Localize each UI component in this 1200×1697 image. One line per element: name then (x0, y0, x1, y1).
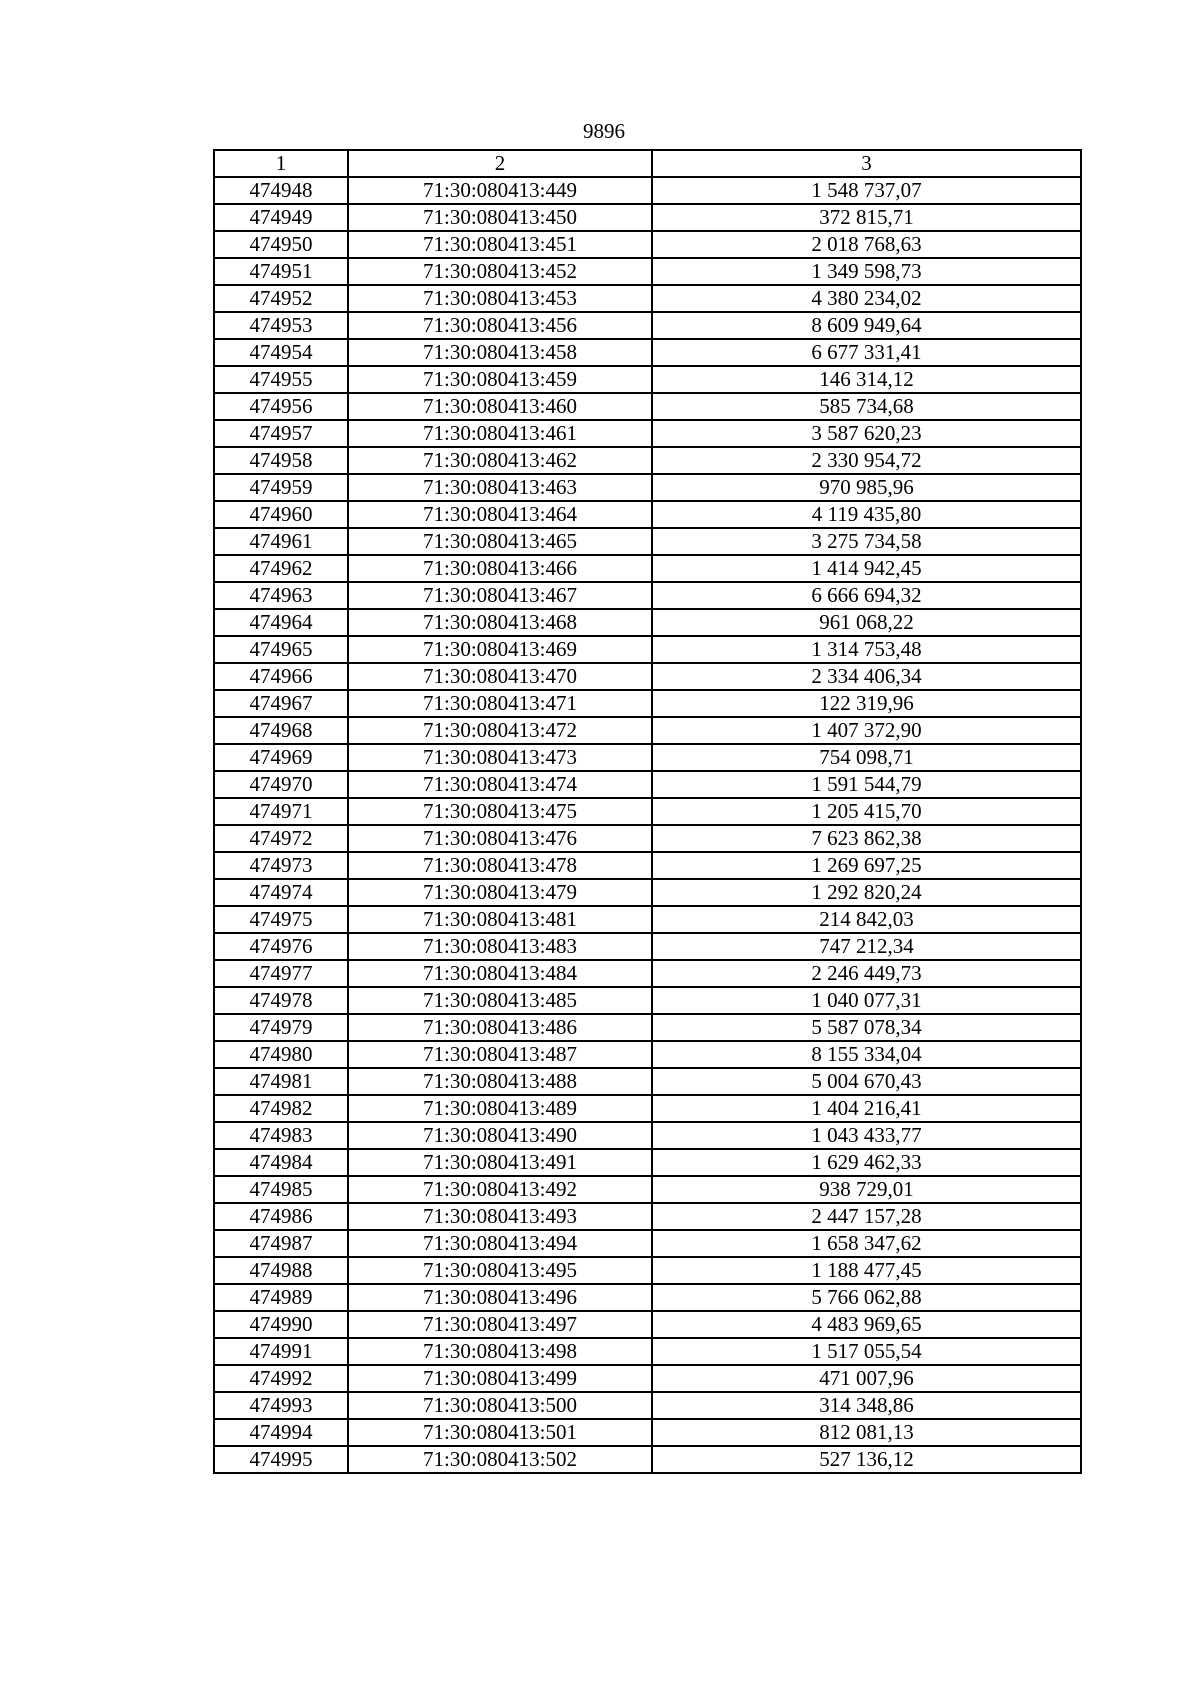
table-row (214, 447, 1081, 474)
column-header-3: 3 (652, 150, 1081, 177)
table-row (214, 744, 1081, 771)
value-cell: 3 275 734,58 (652, 528, 1081, 555)
cadastral-number-cell: 71:30:080413:473 (348, 744, 652, 771)
table-row (214, 393, 1081, 420)
row-number-cell: 474965 (214, 636, 348, 663)
value-cell: 747 212,34 (652, 933, 1081, 960)
row-number-cell: 474964 (214, 609, 348, 636)
table-row (214, 1365, 1081, 1392)
cadastral-number-cell: 71:30:080413:489 (348, 1095, 652, 1122)
row-number-cell: 474980 (214, 1041, 348, 1068)
row-number-cell: 474973 (214, 852, 348, 879)
value-cell: 6 677 331,41 (652, 339, 1081, 366)
cadastral-number-cell: 71:30:080413:502 (348, 1446, 652, 1473)
header-row (214, 150, 1081, 177)
cadastral-number-cell: 71:30:080413:459 (348, 366, 652, 393)
value-cell: 4 380 234,02 (652, 285, 1081, 312)
value-cell: 585 734,68 (652, 393, 1081, 420)
cadastral-number-cell: 71:30:080413:484 (348, 960, 652, 987)
table-row (214, 1014, 1081, 1041)
table-row (214, 231, 1081, 258)
row-number-cell: 474988 (214, 1257, 348, 1284)
value-cell: 471 007,96 (652, 1365, 1081, 1392)
column-header-2: 2 (348, 150, 652, 177)
value-cell: 1 548 737,07 (652, 177, 1081, 204)
cadastral-number-cell: 71:30:080413:497 (348, 1311, 652, 1338)
row-number-cell: 474953 (214, 312, 348, 339)
value-cell: 1 349 598,73 (652, 258, 1081, 285)
value-cell: 2 246 449,73 (652, 960, 1081, 987)
cadastral-number-cell: 71:30:080413:475 (348, 798, 652, 825)
cadastral-number-cell: 71:30:080413:471 (348, 690, 652, 717)
table-row (214, 177, 1081, 204)
row-number-cell: 474957 (214, 420, 348, 447)
cadastral-number-cell: 71:30:080413:495 (348, 1257, 652, 1284)
table-row (214, 582, 1081, 609)
value-cell: 5 004 670,43 (652, 1068, 1081, 1095)
table-row (214, 1203, 1081, 1230)
cadastral-number-cell: 71:30:080413:485 (348, 987, 652, 1014)
value-cell: 4 483 969,65 (652, 1311, 1081, 1338)
value-cell: 1 658 347,62 (652, 1230, 1081, 1257)
table-row (214, 717, 1081, 744)
cadastral-number-cell: 71:30:080413:465 (348, 528, 652, 555)
row-number-cell: 474976 (214, 933, 348, 960)
table-row (214, 1041, 1081, 1068)
value-cell: 1 591 544,79 (652, 771, 1081, 798)
value-cell: 372 815,71 (652, 204, 1081, 231)
cadastral-number-cell: 71:30:080413:461 (348, 420, 652, 447)
value-cell: 938 729,01 (652, 1176, 1081, 1203)
value-cell: 6 666 694,32 (652, 582, 1081, 609)
cadastral-number-cell: 71:30:080413:453 (348, 285, 652, 312)
table-row (214, 339, 1081, 366)
value-cell: 2 334 406,34 (652, 663, 1081, 690)
column-header-1: 1 (214, 150, 348, 177)
cadastral-number-cell: 71:30:080413:491 (348, 1149, 652, 1176)
table-row (214, 1230, 1081, 1257)
cadastral-number-cell: 71:30:080413:464 (348, 501, 652, 528)
row-number-cell: 474962 (214, 555, 348, 582)
value-cell: 1 269 697,25 (652, 852, 1081, 879)
value-cell: 2 447 157,28 (652, 1203, 1081, 1230)
page-number-text: 9896 (583, 119, 625, 143)
cadastral-number-cell: 71:30:080413:488 (348, 1068, 652, 1095)
cadastral-number-cell: 71:30:080413:490 (348, 1122, 652, 1149)
row-number-cell: 474949 (214, 204, 348, 231)
value-cell: 970 985,96 (652, 474, 1081, 501)
table-row (214, 960, 1081, 987)
table-row (214, 879, 1081, 906)
cadastral-number-cell: 71:30:080413:499 (348, 1365, 652, 1392)
cadastral-number-cell: 71:30:080413:458 (348, 339, 652, 366)
table-row (214, 1257, 1081, 1284)
cadastral-number-cell: 71:30:080413:486 (348, 1014, 652, 1041)
row-number-cell: 474948 (214, 177, 348, 204)
value-cell: 812 081,13 (652, 1419, 1081, 1446)
row-number-cell: 474981 (214, 1068, 348, 1095)
table-row (214, 1095, 1081, 1122)
value-cell: 754 098,71 (652, 744, 1081, 771)
table-row (214, 474, 1081, 501)
value-cell: 527 136,12 (652, 1446, 1081, 1473)
row-number-cell: 474989 (214, 1284, 348, 1311)
cadastral-number-cell: 71:30:080413:462 (348, 447, 652, 474)
cadastral-number-cell: 71:30:080413:496 (348, 1284, 652, 1311)
row-number-cell: 474971 (214, 798, 348, 825)
cadastral-number-cell: 71:30:080413:487 (348, 1041, 652, 1068)
value-cell: 1 040 077,31 (652, 987, 1081, 1014)
table-row (214, 1122, 1081, 1149)
table-row (214, 663, 1081, 690)
cadastral-number-cell: 71:30:080413:468 (348, 609, 652, 636)
value-cell: 5 587 078,34 (652, 1014, 1081, 1041)
cadastral-number-cell: 71:30:080413:450 (348, 204, 652, 231)
table-row (214, 1068, 1081, 1095)
value-cell: 8 609 949,64 (652, 312, 1081, 339)
row-number-cell: 474974 (214, 879, 348, 906)
table-row (214, 1419, 1081, 1446)
row-number-cell: 474952 (214, 285, 348, 312)
value-cell: 2 330 954,72 (652, 447, 1081, 474)
row-number-cell: 474975 (214, 906, 348, 933)
row-number-cell: 474977 (214, 960, 348, 987)
table-row (214, 798, 1081, 825)
row-number-cell: 474984 (214, 1149, 348, 1176)
row-number-cell: 474958 (214, 447, 348, 474)
cadastral-number-cell: 71:30:080413:500 (348, 1392, 652, 1419)
value-cell: 314 348,86 (652, 1392, 1081, 1419)
row-number-cell: 474951 (214, 258, 348, 285)
row-number-cell: 474995 (214, 1446, 348, 1473)
row-number-cell: 474968 (214, 717, 348, 744)
table-row (214, 1446, 1081, 1473)
table-header (214, 150, 1081, 177)
value-cell: 1 188 477,45 (652, 1257, 1081, 1284)
table-row (214, 555, 1081, 582)
table-row (214, 825, 1081, 852)
row-number-cell: 474966 (214, 663, 348, 690)
table-row (214, 312, 1081, 339)
row-number-cell: 474987 (214, 1230, 348, 1257)
value-cell: 1 292 820,24 (652, 879, 1081, 906)
cadastral-number-cell: 71:30:080413:472 (348, 717, 652, 744)
value-cell: 122 319,96 (652, 690, 1081, 717)
row-number-cell: 474956 (214, 393, 348, 420)
cadastral-number-cell: 71:30:080413:452 (348, 258, 652, 285)
value-cell: 214 842,03 (652, 906, 1081, 933)
table-row (214, 609, 1081, 636)
row-number-cell: 474985 (214, 1176, 348, 1203)
value-cell: 1 414 942,45 (652, 555, 1081, 582)
cadastral-number-cell: 71:30:080413:463 (348, 474, 652, 501)
row-number-cell: 474983 (214, 1122, 348, 1149)
row-number-cell: 474990 (214, 1311, 348, 1338)
cadastral-number-cell: 71:30:080413:469 (348, 636, 652, 663)
cadastral-number-cell: 71:30:080413:492 (348, 1176, 652, 1203)
cadastral-number-cell: 71:30:080413:478 (348, 852, 652, 879)
row-number-cell: 474950 (214, 231, 348, 258)
cadastral-number-cell: 71:30:080413:494 (348, 1230, 652, 1257)
row-number-cell: 474978 (214, 987, 348, 1014)
row-number-cell: 474970 (214, 771, 348, 798)
table-row (214, 1338, 1081, 1365)
cadastral-number-cell: 71:30:080413:460 (348, 393, 652, 420)
value-cell: 961 068,22 (652, 609, 1081, 636)
row-number-cell: 474959 (214, 474, 348, 501)
row-number-cell: 474982 (214, 1095, 348, 1122)
row-number-cell: 474969 (214, 744, 348, 771)
table-row (214, 852, 1081, 879)
value-cell: 3 587 620,23 (652, 420, 1081, 447)
table-row (214, 933, 1081, 960)
value-cell: 5 766 062,88 (652, 1284, 1081, 1311)
row-number-cell: 474993 (214, 1392, 348, 1419)
cadastral-number-cell: 71:30:080413:493 (348, 1203, 652, 1230)
cadastral-number-cell: 71:30:080413:467 (348, 582, 652, 609)
table-row (214, 1392, 1081, 1419)
row-number-cell: 474972 (214, 825, 348, 852)
table-row (214, 258, 1081, 285)
value-cell: 1 517 055,54 (652, 1338, 1081, 1365)
value-cell: 1 404 216,41 (652, 1095, 1081, 1122)
value-cell: 1 407 372,90 (652, 717, 1081, 744)
cadastral-number-cell: 71:30:080413:456 (348, 312, 652, 339)
value-cell: 7 623 862,38 (652, 825, 1081, 852)
row-number-cell: 474991 (214, 1338, 348, 1365)
cadastral-number-cell: 71:30:080413:476 (348, 825, 652, 852)
row-number-cell: 474961 (214, 528, 348, 555)
table-row (214, 528, 1081, 555)
row-number-cell: 474992 (214, 1365, 348, 1392)
value-cell: 2 018 768,63 (652, 231, 1081, 258)
row-number-cell: 474967 (214, 690, 348, 717)
value-cell: 1 314 753,48 (652, 636, 1081, 663)
value-cell: 1 629 462,33 (652, 1149, 1081, 1176)
cadastral-number-cell: 71:30:080413:481 (348, 906, 652, 933)
row-number-cell: 474979 (214, 1014, 348, 1041)
cadastral-number-cell: 71:30:080413:483 (348, 933, 652, 960)
cadastral-number-cell: 71:30:080413:498 (348, 1338, 652, 1365)
value-cell: 1 043 433,77 (652, 1122, 1081, 1149)
table-body (214, 177, 1081, 1473)
value-cell: 4 119 435,80 (652, 501, 1081, 528)
table-row (214, 204, 1081, 231)
table-row (214, 1284, 1081, 1311)
table-row (214, 690, 1081, 717)
value-cell: 8 155 334,04 (652, 1041, 1081, 1068)
table-row (214, 366, 1081, 393)
table-row (214, 987, 1081, 1014)
table-row (214, 771, 1081, 798)
table-row (214, 636, 1081, 663)
table-row (214, 1149, 1081, 1176)
cadastral-number-cell: 71:30:080413:474 (348, 771, 652, 798)
row-number-cell: 474955 (214, 366, 348, 393)
table-row (214, 420, 1081, 447)
data-table (213, 149, 1082, 1474)
row-number-cell: 474986 (214, 1203, 348, 1230)
table-row (214, 906, 1081, 933)
cadastral-number-cell: 71:30:080413:470 (348, 663, 652, 690)
table-row (214, 285, 1081, 312)
cadastral-number-cell: 71:30:080413:479 (348, 879, 652, 906)
table-row (214, 1176, 1081, 1203)
cadastral-number-cell: 71:30:080413:501 (348, 1419, 652, 1446)
row-number-cell: 474994 (214, 1419, 348, 1446)
row-number-cell: 474963 (214, 582, 348, 609)
table-row (214, 1311, 1081, 1338)
row-number-cell: 474960 (214, 501, 348, 528)
cadastral-number-cell: 71:30:080413:466 (348, 555, 652, 582)
value-cell: 1 205 415,70 (652, 798, 1081, 825)
row-number-cell: 474954 (214, 339, 348, 366)
table-row (214, 501, 1081, 528)
cadastral-number-cell: 71:30:080413:449 (348, 177, 652, 204)
value-cell: 146 314,12 (652, 366, 1081, 393)
page-number (0, 118, 1200, 144)
cadastral-number-cell: 71:30:080413:451 (348, 231, 652, 258)
